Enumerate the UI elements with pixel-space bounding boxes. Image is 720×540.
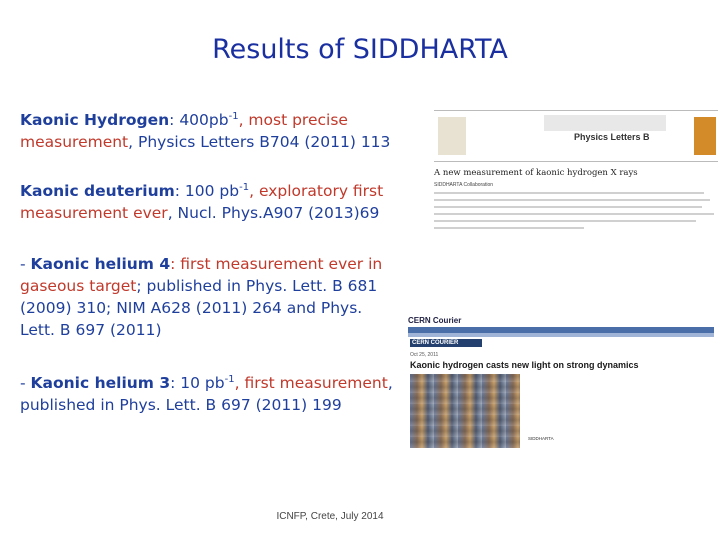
item-name: Kaonic deuterium — [20, 182, 175, 200]
article-collaboration: SIDDHARTA Collaboration — [434, 182, 494, 188]
author-line — [434, 220, 696, 222]
result-kaonic-helium-3 — [20, 372, 415, 416]
courier-logo: CERN COURIER — [410, 339, 482, 347]
detector-photo — [410, 374, 520, 448]
courier-band-light — [408, 333, 714, 337]
item-prefix: - — [20, 374, 31, 392]
item-text-a: : first measurement ever in gaseous target — [20, 255, 383, 295]
item-text-a: : 100 pb — [174, 182, 240, 200]
result-kaonic-helium-4 — [20, 253, 400, 341]
author-line — [434, 192, 704, 194]
photo-caption: SIDDHARTA — [528, 436, 554, 441]
item-name: Kaonic Hydrogen — [20, 111, 170, 129]
author-line — [434, 206, 702, 208]
item-name: Kaonic helium 4 — [30, 255, 171, 273]
item-text-b: ; published in Phys. Lett. B 681 (2009) 310; NIM A628 (2011) 264 and Phys. Lett. B 697 (2011) — [20, 277, 378, 339]
item-text-c: , Nucl. Phys.A907 (2013)69 — [167, 204, 380, 222]
item-text-b: , exploratory first measurement ever — [20, 182, 384, 222]
journal-cover — [694, 117, 716, 155]
item-text-c: , Physics Letters B704 (2011) 113 — [128, 133, 391, 151]
item-text-b: , first measurement — [234, 374, 388, 392]
journal-name: Physics Letters B — [574, 132, 650, 142]
item-text-c: , published in Phys. Lett. B 697 (2011) 199 — [20, 374, 393, 414]
journal-header — [434, 110, 718, 162]
article-title: A new measurement of kaonic hydrogen X rays — [434, 168, 638, 178]
author-line — [434, 199, 710, 201]
item-sup: -1 — [224, 373, 235, 385]
physics-letters-b-screenshot — [412, 96, 718, 238]
slide-footer: ICNFP, Crete, July 2014 — [276, 511, 384, 522]
courier-date: Oct 25, 2011 — [410, 352, 439, 358]
elsevier-logo — [438, 117, 466, 155]
item-text-b: , most precise measurement — [20, 111, 348, 151]
item-name: Kaonic helium 3 — [30, 374, 171, 392]
item-sup: -1 — [239, 181, 250, 193]
header-band — [544, 115, 666, 131]
cern-courier-screenshot — [408, 292, 714, 458]
author-line — [434, 227, 584, 229]
item-prefix: - — [20, 255, 31, 273]
courier-section: CERN Courier — [408, 316, 462, 325]
courier-headline: Kaonic hydrogen casts new light on strong dynamics — [410, 360, 639, 370]
item-sup: -1 — [228, 110, 239, 122]
result-kaonic-hydrogen — [20, 109, 420, 153]
item-text-a: : 400pb — [169, 111, 229, 129]
item-text-a: : 10 pb — [170, 374, 225, 392]
author-line — [434, 213, 714, 215]
slide-title: Results of SIDDHARTA — [212, 34, 508, 65]
result-kaonic-deuterium — [20, 180, 420, 224]
